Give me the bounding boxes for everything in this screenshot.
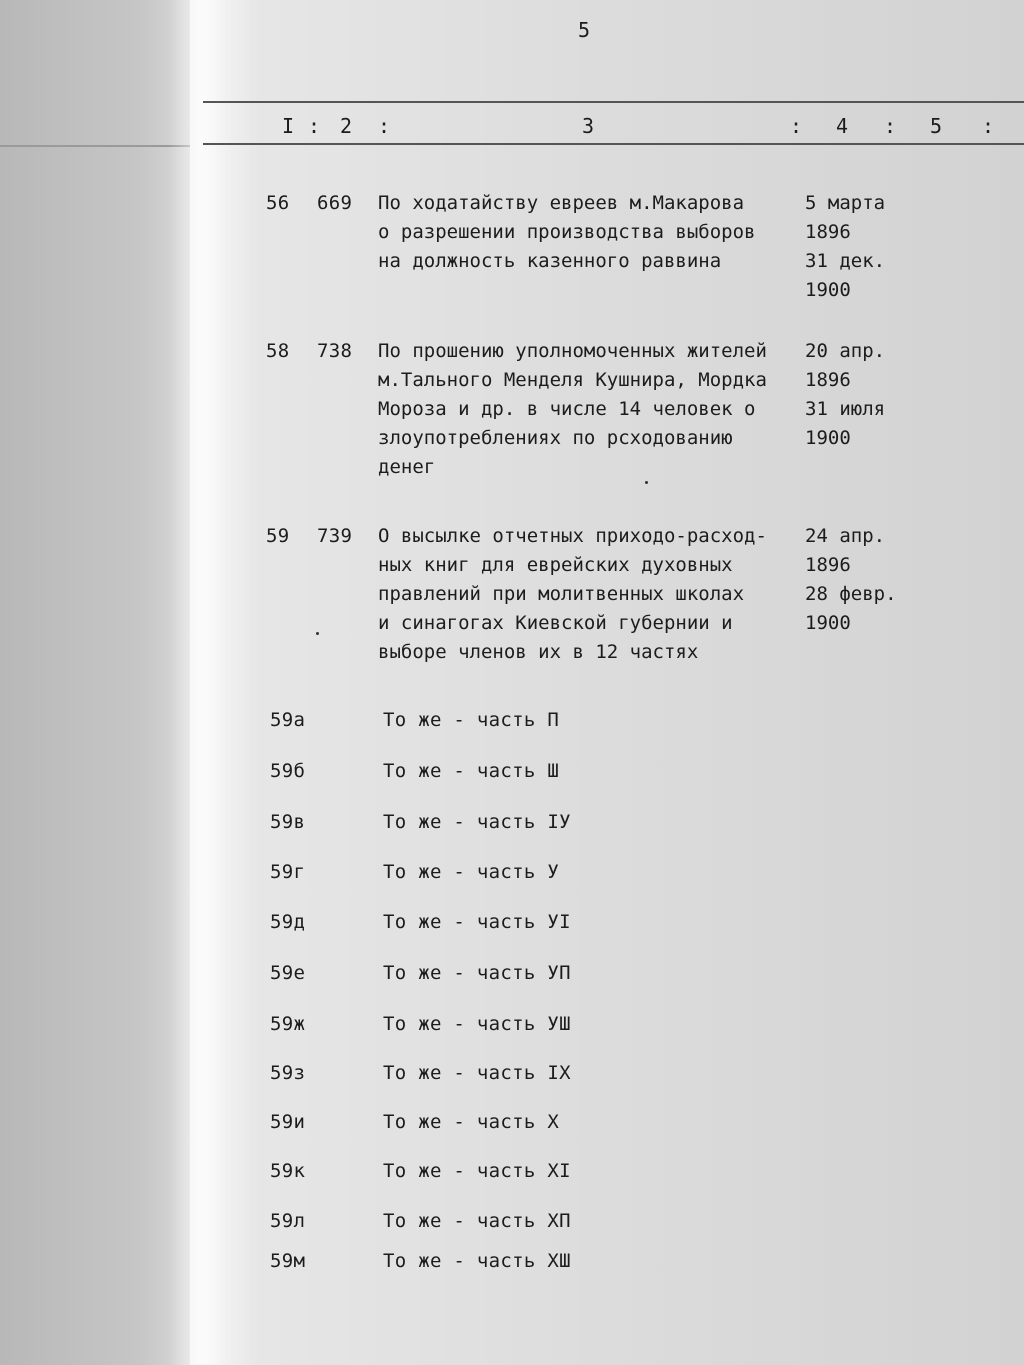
title-line: м.Тального Менделя Кушнира, Мордка [378,369,767,391]
title-line: ных книг для еврейских духовных [378,554,733,576]
date-line: 1900 [805,612,851,634]
row-number: 59л [270,1210,306,1232]
file-number: 739 [317,525,353,547]
row-title: То же - часть XШ [383,1250,571,1272]
title-line: злоупотреблениях по рсходованию [378,427,733,449]
header-separator: : [378,114,391,138]
row-title: То же - часть IX [383,1062,571,1084]
row-number: 59ж [270,1013,306,1035]
title-line: денег [378,456,436,478]
date-line: 5 марта [805,192,886,214]
row-title: То же - часть Ш [383,760,560,782]
page-number: 5 [578,18,591,42]
date-line: 1896 [805,369,851,391]
row-number: 58 [266,340,290,362]
header-separator: : [982,114,995,138]
header-col-5: 5 [930,114,943,138]
title-line: Мороза и др. в числе 14 человек о [378,398,756,420]
date-line: 1900 [805,279,851,301]
row-title: То же - часть IУ [383,811,571,833]
ink-speck [316,632,319,635]
row-title: То же - часть УП [383,962,571,984]
row-number: 59м [270,1250,306,1272]
row-number: 59б [270,760,306,782]
date-line: 1900 [805,427,851,449]
row-number: 59д [270,911,306,933]
row-number: 59а [270,709,306,731]
header-col-3: 3 [582,114,595,138]
header-separator: : [308,114,321,138]
header-col-2: 2 [340,114,353,138]
title-line: По прошению уполномоченных жителей [378,340,767,362]
date-line: 20 апр. [805,340,886,362]
file-number: 669 [317,192,353,214]
date-line: 1896 [805,221,851,243]
date-line: 31 июля [805,398,886,420]
header-rule-top [203,101,1024,103]
row-title [378,337,767,482]
ink-speck [645,481,648,484]
row-number: 59и [270,1111,306,1133]
row-dates [805,189,885,305]
row-number: 56 [266,192,290,214]
header-col-1: I [282,114,295,138]
date-line: 28 февр. [805,583,897,605]
row-number: 59е [270,962,306,984]
row-number: 59к [270,1160,306,1182]
date-line: 31 дек. [805,250,886,272]
row-title: То же - часть У [383,861,560,883]
row-dates [805,337,885,453]
title-line: на должность казенного раввина [378,250,722,272]
row-number: 59з [270,1062,306,1084]
row-title: То же - часть XП [383,1210,571,1232]
title-line: О высылке отчетных приходо-расход- [378,525,767,547]
file-number: 738 [317,340,353,362]
row-number: 59 [266,525,290,547]
row-title: То же - часть П [383,709,560,731]
title-line: о разрешении производства выборов [378,221,756,243]
row-title: То же - часть X [383,1111,560,1133]
title-line: и синагогах Киевской губернии и [378,612,733,634]
title-line: выборе членов их в 12 частях [378,641,699,663]
row-dates [805,522,897,638]
date-line: 1896 [805,554,851,576]
date-line: 24 апр. [805,525,886,547]
row-title [378,189,756,276]
header-separator: : [884,114,897,138]
row-title: То же - часть УШ [383,1013,571,1035]
row-title: То же - часть УI [383,911,571,933]
row-number: 59в [270,811,306,833]
title-line: правлений при молитвенных школах [378,583,745,605]
header-col-4: 4 [836,114,849,138]
header-rule-bottom [203,143,1024,145]
row-title [378,522,767,667]
header-separator: : [790,114,803,138]
row-number: 59г [270,861,306,883]
title-line: По ходатайству евреев м.Макарова [378,192,745,214]
row-title: То же - часть XI [383,1160,571,1182]
